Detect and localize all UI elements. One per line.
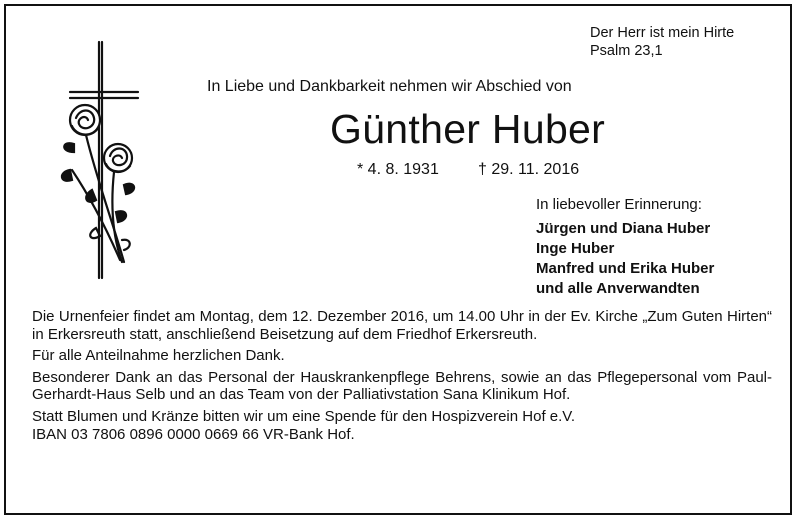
mourners-list	[536, 219, 714, 299]
mourner-name: und alle Anverwandten	[536, 280, 700, 297]
mourner-name: Inge Huber	[536, 240, 615, 257]
birth-date: * 4. 8. 1931	[357, 161, 439, 178]
memory-heading: In liebevoller Erinnerung:	[536, 196, 702, 213]
farewell-intro: In Liebe und Dankbarkeit nehmen wir Abschied von	[207, 78, 572, 95]
mourner-name: Jürgen und Diana Huber	[536, 220, 711, 237]
obituary-text	[32, 308, 772, 443]
donation-paragraph: Statt Blumen und Kränze bitten wir um eine Spende für den Hospizverein Hof e.V.	[32, 407, 576, 425]
mourner-name: Manfred und Erika Huber	[536, 260, 715, 277]
psalm-quote	[590, 24, 734, 60]
special-thanks-paragraph: Besonderer Dank an das Personal der Hauskrankenpflege Behrens, sowie an das Pflegepersonal vom Paul-Gerhardt-Haus Selb und an das Team von der Palliativstation Sana Klinikum Hof.	[32, 368, 772, 404]
cross-with-roses-icon	[52, 40, 142, 290]
deceased-name: Günther Huber	[330, 106, 606, 152]
death-date: † 29. 11. 2016	[478, 161, 580, 178]
funeral-paragraph: Die Urnenfeier findet am Montag, dem 12. Dezember 2016, um 14.00 Uhr in der Ev. Kirche „Zum Guten Hirten“ in Erkersreuth statt, anschließend Beisetzung auf dem Friedhof Erkersreuth.	[32, 308, 772, 343]
psalm-line: Der Herr ist mein Hirte	[590, 25, 735, 41]
psalm-reference: Psalm 23,1	[590, 43, 663, 59]
iban-line: IBAN 03 7806 0896 0000 0669 66 VR-Bank Hof.	[32, 425, 355, 443]
thanks-paragraph: Für alle Anteilnahme herzlichen Dank.	[32, 347, 285, 365]
